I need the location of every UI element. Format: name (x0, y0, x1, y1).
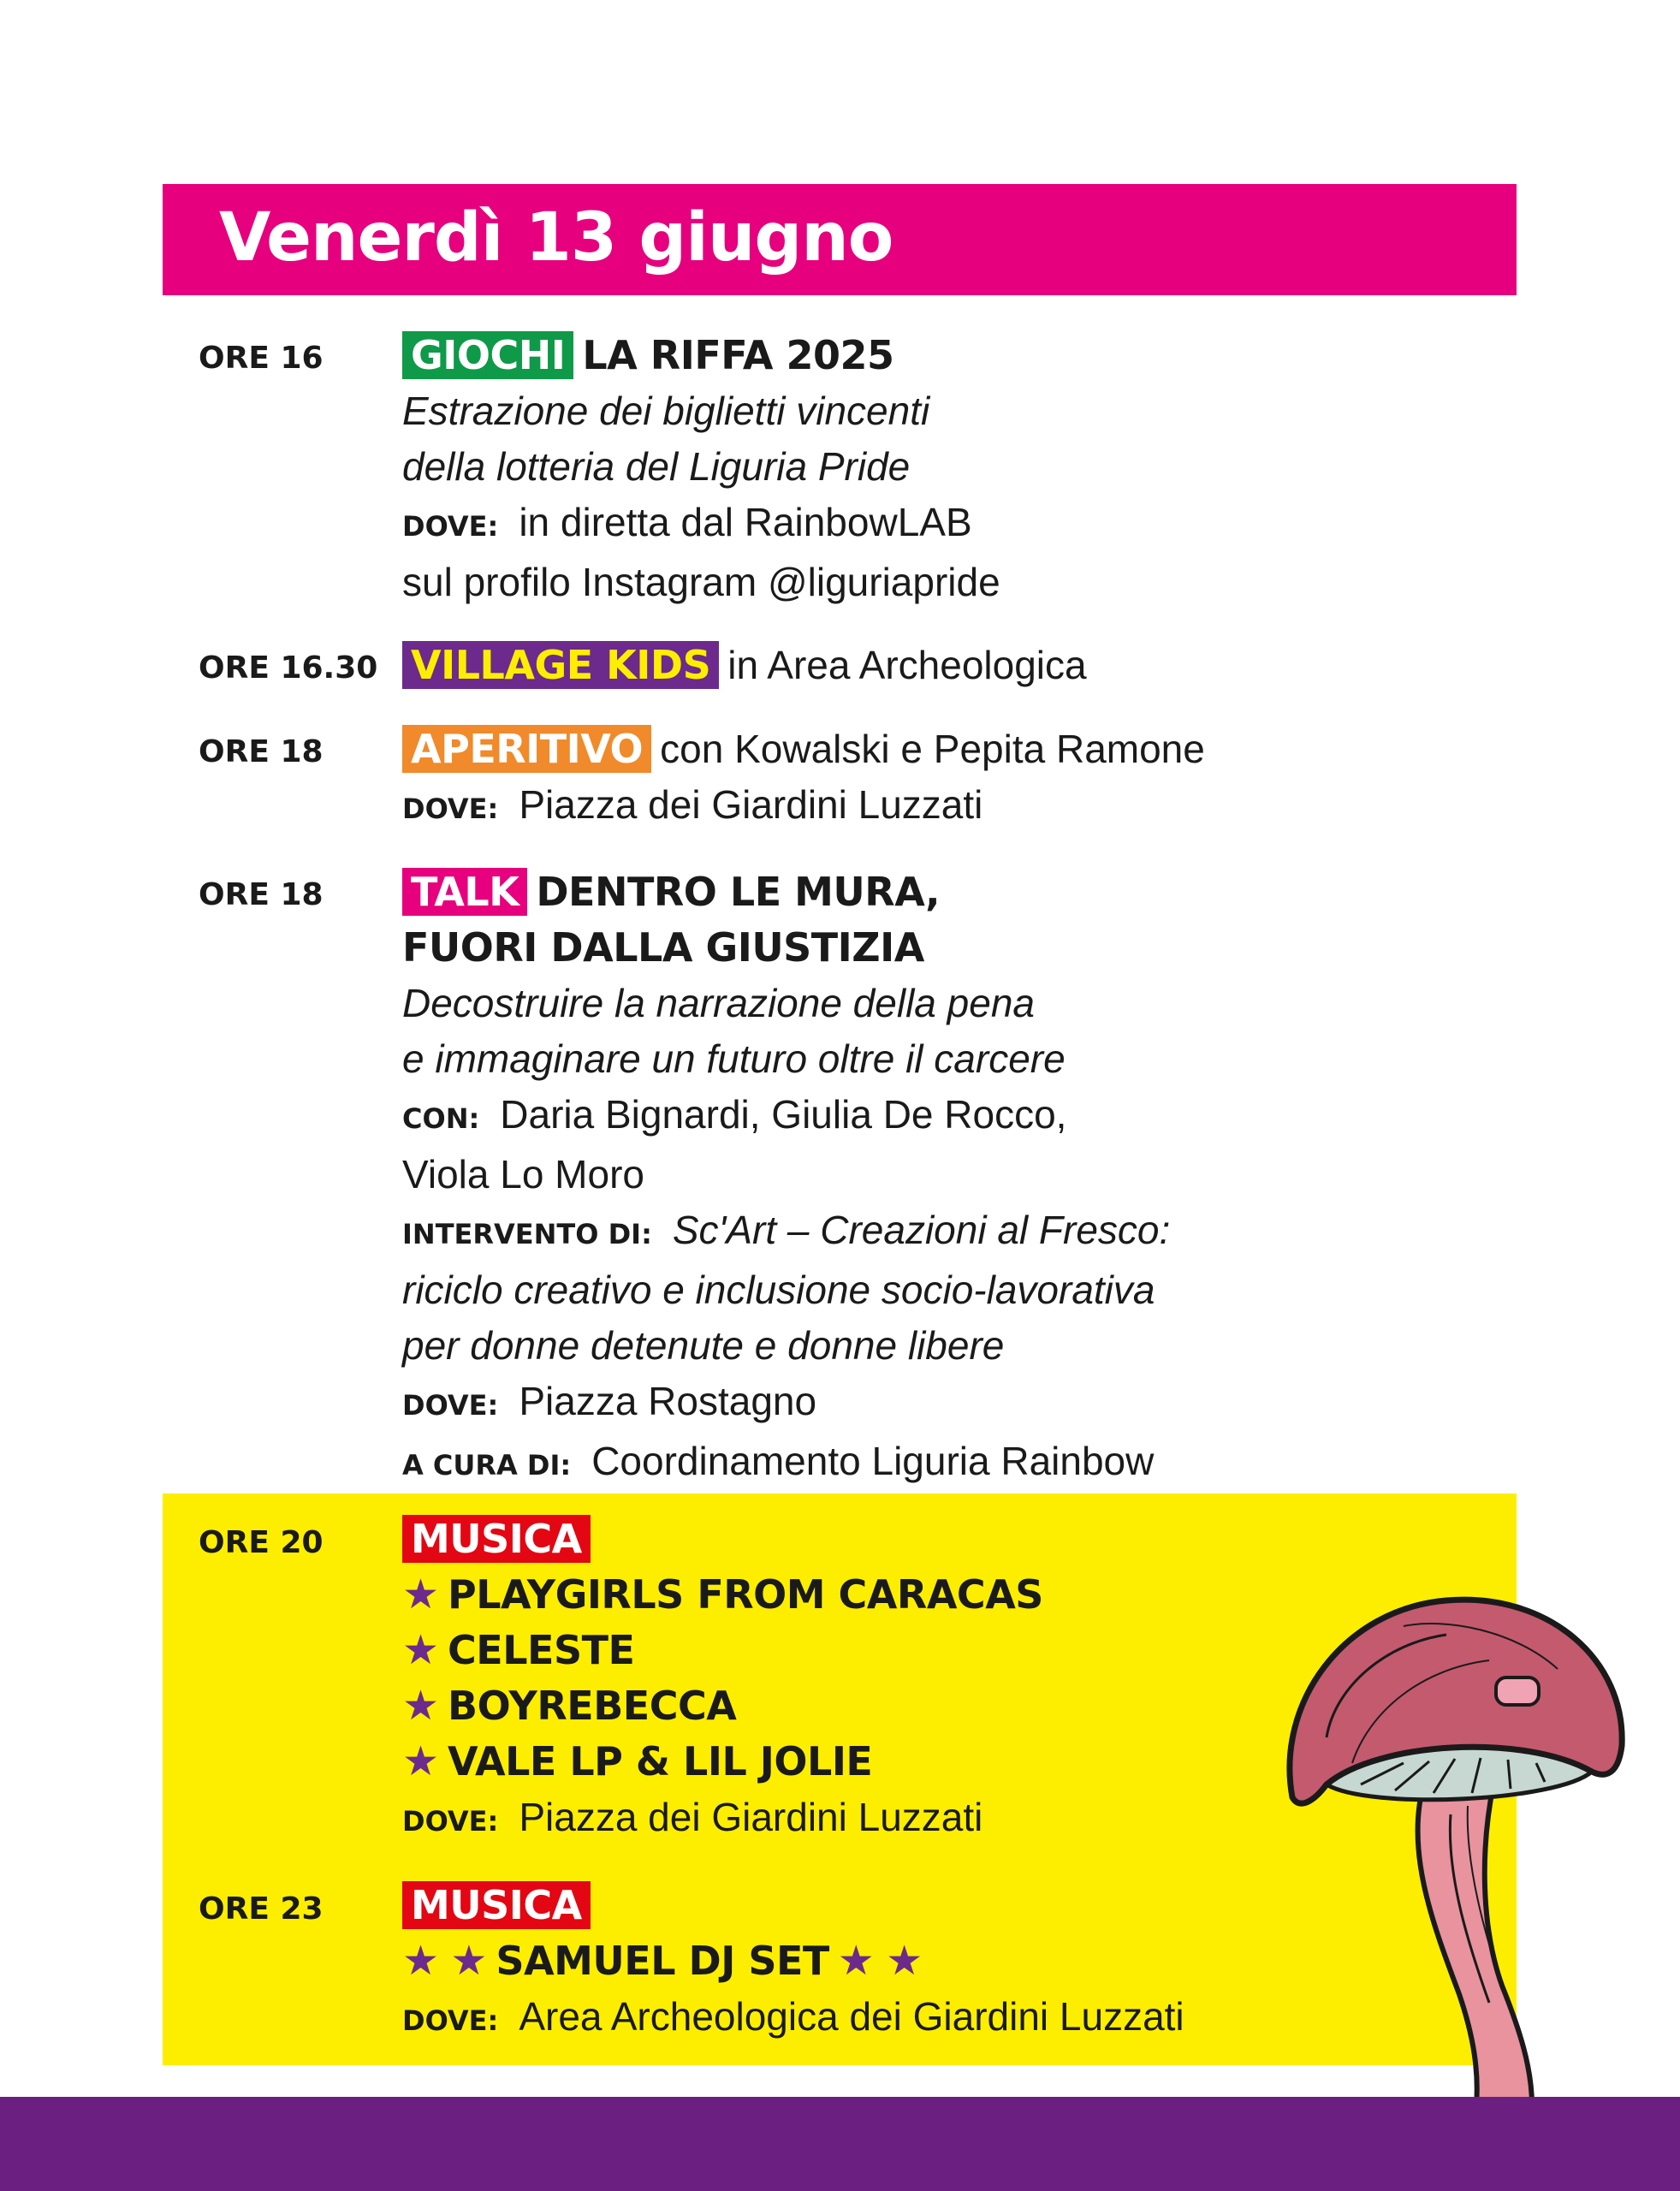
intervention-text: riciclo creativo e inclusione socio-lavorativa (402, 1268, 1155, 1312)
page-title: Venerdì 13 giugno (219, 199, 893, 276)
event-guests: con Kowalski e Pepita Ramone (660, 727, 1205, 771)
event-description: e immaginare un futuro oltre il carcere (402, 1036, 1066, 1081)
where-value: Piazza Rostagno (519, 1379, 817, 1423)
where-label: DOVE: (402, 2004, 499, 2037)
mushroom-icon (1275, 1566, 1635, 2114)
mushroom-stem (1417, 1780, 1532, 2105)
event-time: ORE 18 (199, 734, 324, 769)
star-icon: ★ (402, 1572, 440, 1618)
intervention-label: INTERVENTO DI: (402, 1218, 652, 1250)
category-tag-musica: MUSICA (402, 1881, 591, 1929)
intervention-text: Sc'Art – Creazioni al Fresco: (672, 1208, 1171, 1252)
category-tag-talk: TALK (402, 868, 527, 916)
day-header (163, 184, 1517, 295)
event-riffa (402, 328, 1000, 610)
category-tag-musica: MUSICA (402, 1515, 591, 1563)
where-label: DOVE: (402, 1389, 499, 1422)
star-icon: ★ (402, 1683, 440, 1729)
curated-by-label: A CURA DI: (402, 1449, 572, 1481)
act-name: VALE LP & LIL JOLIE (448, 1738, 873, 1784)
event-description: della lotteria del Liguria Pride (402, 444, 911, 489)
with-label: CON: (402, 1102, 480, 1135)
where-label: DOVE: (402, 1805, 499, 1838)
category-tag-village-kids: VILLAGE KIDS (402, 641, 719, 689)
star-icon: ★ (402, 1628, 440, 1673)
event-title: FUORI DALLA GIUSTIZIA (402, 924, 924, 971)
where-value: Piazza dei Giardini Luzzati (519, 1795, 983, 1839)
event-title: LA RIFFA 2025 (582, 332, 894, 378)
curated-by-value: Coordinamento Liguria Rainbow (591, 1439, 1155, 1483)
act-name: CELESTE (448, 1627, 635, 1673)
star-icon: ★ ★ (402, 1939, 488, 1984)
event-location-text: in Area Archeologica (727, 643, 1087, 687)
where-value: sul profilo Instagram @liguriapride (402, 560, 1000, 604)
where-label: DOVE: (402, 793, 499, 825)
act-name: SAMUEL DJ SET (496, 1938, 829, 1984)
event-time: ORE 23 (199, 1891, 324, 1927)
speakers: Daria Bignardi, Giulia De Rocco, (500, 1092, 1067, 1137)
event-description: Decostruire la narrazione della pena (402, 981, 1035, 1025)
speakers: Viola Lo Moro (402, 1152, 644, 1196)
event-time: ORE 16 (199, 341, 324, 376)
event-musica-20 (402, 1511, 1043, 1850)
where-value: Area Archeologica dei Giardini Luzzati (519, 1994, 1184, 2039)
event-description: Estrazione dei biglietti vincenti (402, 389, 930, 433)
event-aperitivo (402, 721, 1205, 837)
star-icon: ★ ★ (837, 1939, 923, 1984)
star-icon: ★ (402, 1739, 440, 1784)
event-time: ORE 20 (199, 1525, 324, 1560)
event-time: ORE 18 (199, 877, 324, 912)
act-name: BOYREBECCA (448, 1683, 737, 1729)
category-tag-aperitivo: APERITIVO (402, 725, 651, 773)
event-talk (402, 864, 1170, 1493)
intervention-text: per donne detenute e donne libere (402, 1323, 1005, 1368)
where-value: in diretta dal RainbowLAB (519, 500, 972, 544)
category-tag-giochi: GIOCHI (402, 331, 573, 379)
event-village-kids (402, 638, 1087, 693)
act-name: PLAYGIRLS FROM CARACAS (448, 1571, 1043, 1618)
where-value: Piazza dei Giardini Luzzati (519, 782, 983, 827)
event-time: ORE 16.30 (199, 650, 378, 686)
event-musica-23 (402, 1878, 1184, 2049)
event-title: DENTRO LE MURA, (536, 869, 941, 915)
footer-bar (0, 2097, 1680, 2191)
mushroom-highlight (1496, 1677, 1539, 1705)
where-label: DOVE: (402, 510, 499, 543)
